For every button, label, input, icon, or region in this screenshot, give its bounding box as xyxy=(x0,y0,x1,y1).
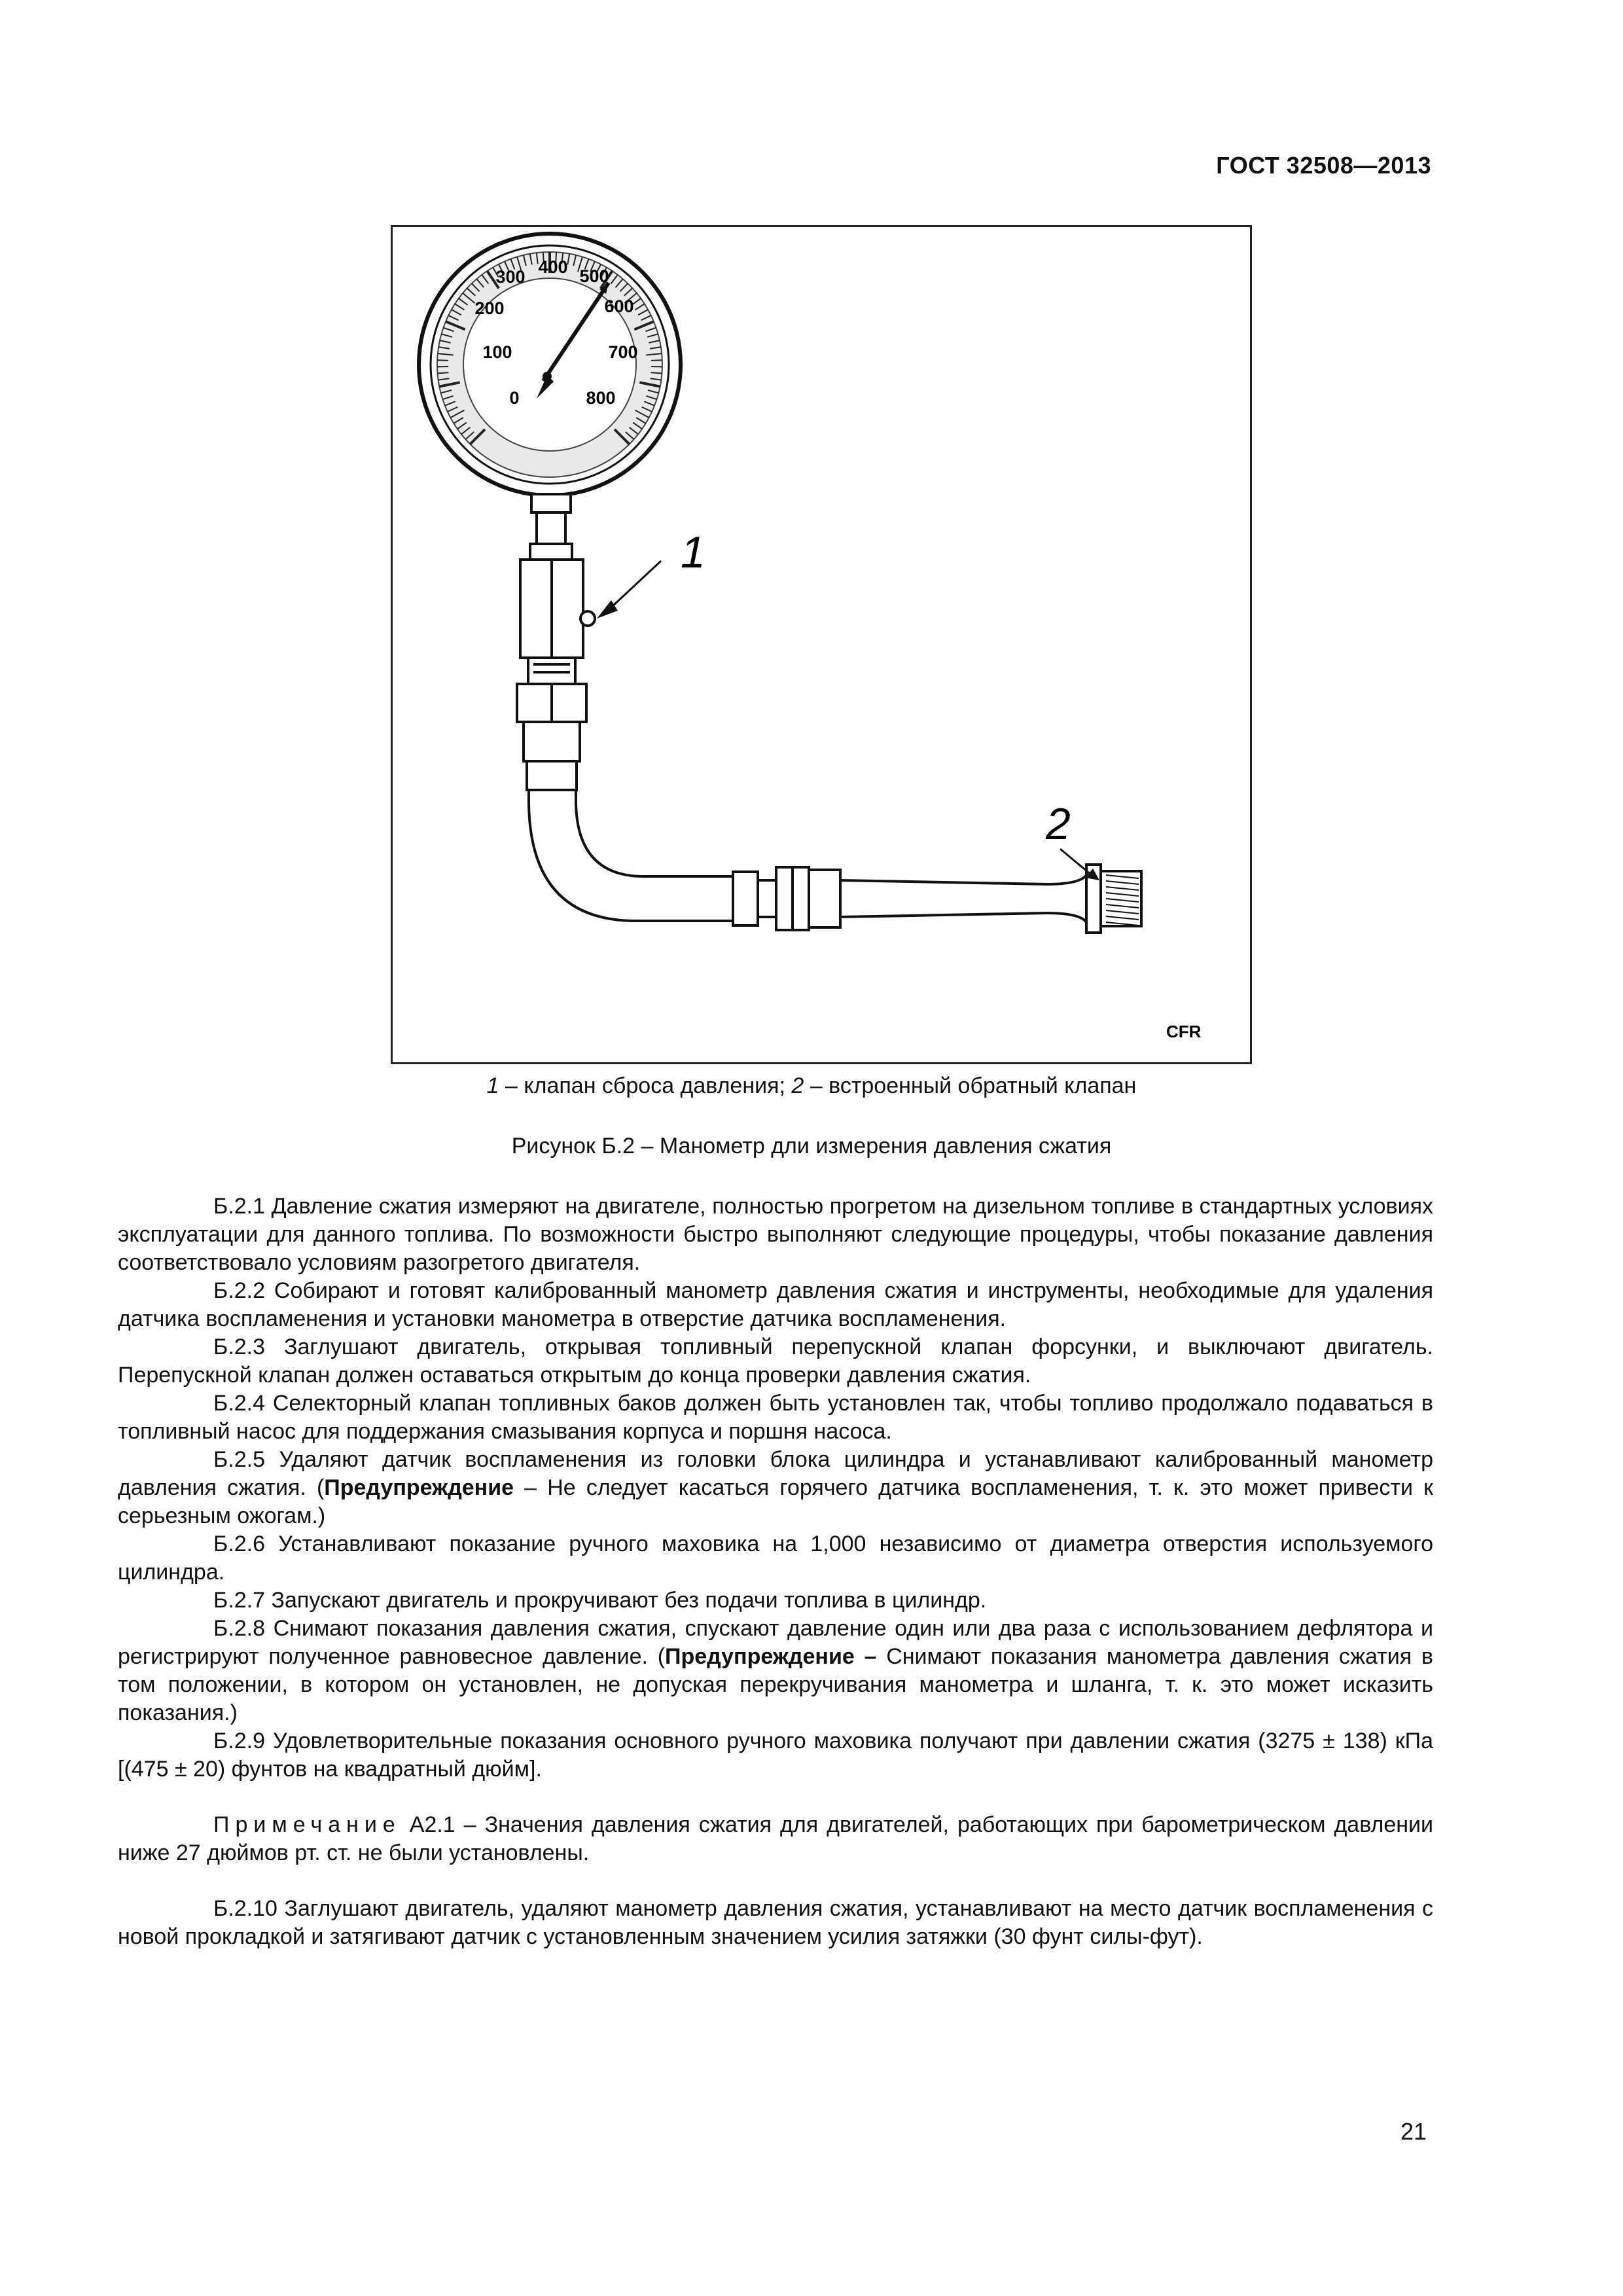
scale-label-700: 700 xyxy=(608,342,638,362)
paragraph-b2-8-end: Снимают показания манометра давления сжатия в том положении, в котором он установлен, не допуская перекручивания манометра и шланга, т. к. это может исказить показания.) xyxy=(118,1644,1433,1725)
note-a2-1 xyxy=(118,1811,1433,1867)
paragraph-b2-5 xyxy=(118,1446,1433,1530)
scale-label-500: 500 xyxy=(579,266,609,286)
gauge-tick xyxy=(651,372,662,373)
legend-text-1: – клапан сброса давления; xyxy=(499,1073,792,1098)
scale-label-100: 100 xyxy=(482,342,512,362)
scale-label-300: 300 xyxy=(495,267,526,287)
paragraph-b2-3: Б.2.3 Заглушают двигатель, открывая топливный перепускной клапан форсунки, и выключают двигатель. Перепускной клапан должен оставаться открытым до конца проверки давления сжатия. xyxy=(118,1335,1433,1388)
paragraph-b2-5-start: Б.2.5 Удаляют датчик воспламенения из головки блока цилиндра и устанавливают калиброванный манометр давления сжатия. ( xyxy=(118,1447,1433,1500)
scale-label-400: 400 xyxy=(538,257,568,277)
hose xyxy=(529,790,733,921)
paragraph-b2-6: Б.2.6 Устанавливают показание ручного маховика на 1,000 независимо от диаметра отверстия используемого цилиндра. xyxy=(118,1532,1433,1585)
paragraph-b2-10: Б.2.10 Заглушают двигатель, удаляют манометр давления сжатия, устанавливают на место датчик воспламенения с новой прокладкой и затягивают датчик с установленным значением усилия затяжки (30 фунт силы-фут). xyxy=(118,1896,1433,1949)
warning-label: Предупреждение xyxy=(324,1475,514,1500)
check-valve-assembly xyxy=(733,865,1141,933)
document-code: ГОСТ 32508—2013 xyxy=(1216,152,1431,179)
callout-1: 1 xyxy=(681,528,705,577)
legend-text-2: – встроенный обратный клапан xyxy=(804,1073,1137,1098)
paragraph-b2-5-end: – Не следует касаться горячего датчика воспламенения, т. к. это может привести к серьезным ожогам.) xyxy=(118,1475,1433,1528)
legend-number-2: 2 xyxy=(791,1073,804,1098)
gauge-tick xyxy=(651,360,662,361)
corner-mark-cfr: CFR xyxy=(1166,1022,1202,1041)
scale-label-0: 0 xyxy=(509,388,520,408)
figure-legend xyxy=(0,1073,1623,1099)
warning-label: Предупреждение – xyxy=(665,1644,877,1669)
gauge-tick xyxy=(437,360,448,361)
paragraph-b2-7: Б.2.7 Запускают двигатель и прокручивают без подачи топлива в цилиндр. xyxy=(213,1588,987,1613)
scale-label-200: 200 xyxy=(474,298,505,318)
page-number: 21 xyxy=(1400,2118,1427,2145)
callout-2: 2 xyxy=(1046,799,1071,849)
gauge-stem xyxy=(517,494,595,790)
paragraph-b2-1: Б.2.1 Давление сжатия измеряют на двигателе, полностью прогретом на дизельном топливе в стандартных условиях эксплуатации для данного топлива. По возможности быстро выполняют следующие процедуры, чтобы показание давления соответствовало условиям разогретого двигателя. xyxy=(118,1194,1433,1275)
callout-2-leader xyxy=(1060,849,1092,875)
note-label: Примечание xyxy=(213,1812,401,1837)
paragraph-b2-8 xyxy=(118,1615,1433,1727)
manometer-drawing xyxy=(393,227,1250,1062)
legend-number-1: 1 xyxy=(486,1073,499,1098)
paragraph-b2-2: Б.2.2 Собирают и готовят калиброванный манометр давления сжатия и инструменты, необходимые для удаления датчика воспламенения и установки манометра в отверстие датчика воспламенения. xyxy=(118,1278,1433,1331)
pressure-gauge xyxy=(419,234,681,495)
figure-caption: Рисунок Б.2 – Манометр дли измерения давления сжатия xyxy=(511,1134,1112,1158)
body-text xyxy=(118,1193,1433,1951)
note-text: А2.1 – Значения давления сжатия для двигателей, работающих при барометрическом давлении ниже 27 дюймов рт. ст. не были установлены. xyxy=(118,1812,1433,1865)
figure-frame xyxy=(391,225,1252,1064)
paragraph-b2-9: Б.2.9 Удовлетворительные показания основного ручного маховика получают при давлении сжатия (3275 ± 138) кПа [(475 ± 20) фунтов на квадратный дюйм]. xyxy=(118,1729,1433,1782)
paragraph-b2-4: Б.2.4 Селекторный клапан топливных баков должен быть установлен так, чтобы топливо продолжало подаваться в топливный насос для поддержания смазывания корпуса и поршня насоса. xyxy=(118,1391,1433,1444)
gauge-tick xyxy=(438,372,449,373)
paragraph-b2-8-start: Б.2.8 Снимают показания давления сжатия, спускают давление один или два раза с использованием дефлятора и регистрируют полученное равновесное давление. ( xyxy=(118,1616,1433,1669)
scale-label-800: 800 xyxy=(586,388,616,408)
callout-1-leader xyxy=(612,561,661,607)
scale-label-600: 600 xyxy=(604,296,634,316)
